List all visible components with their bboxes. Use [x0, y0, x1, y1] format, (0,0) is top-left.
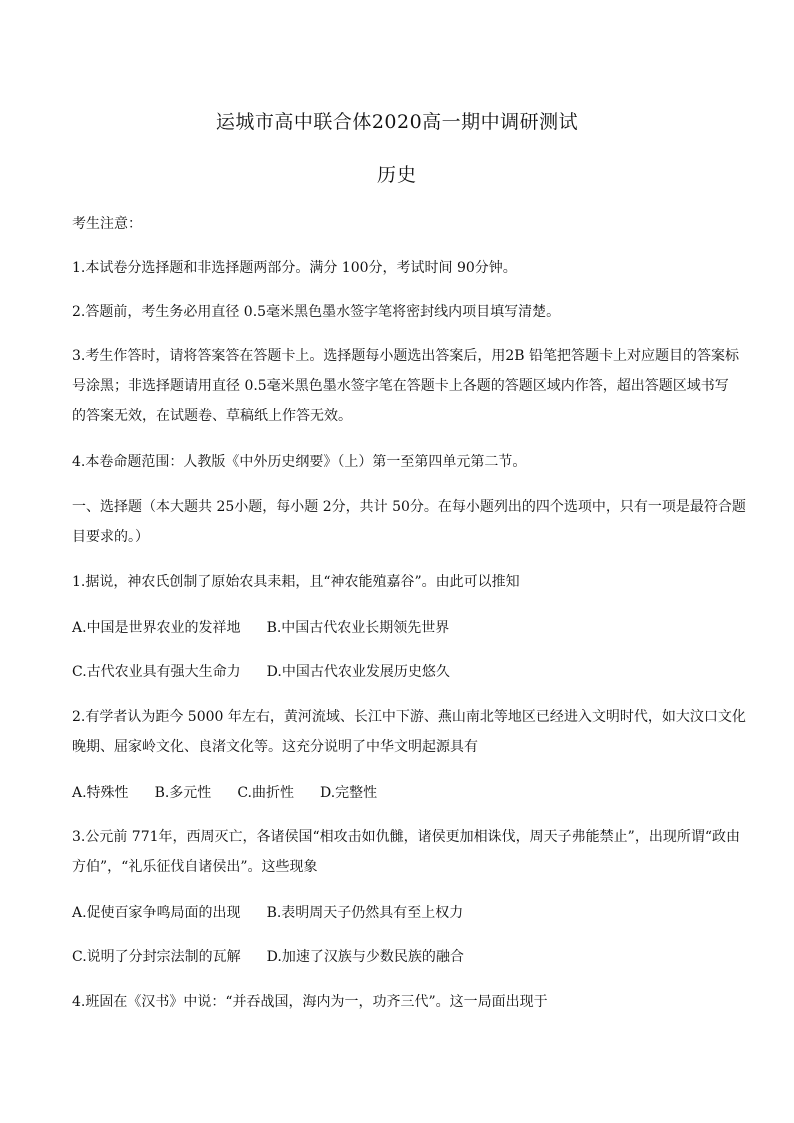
notice-item: 2.答题前，考生务必用直径 0.5毫米黑色墨水签字笔将密封线内项目填写清楚。	[72, 304, 561, 320]
notice-item: 3.考生作答时，请将答案答在答题卡上。选择题每小题选出答案后，用2B 铅笔把答题卡上对应题目的答案标	[72, 348, 740, 364]
notice-heading: 考生注意：	[72, 216, 142, 232]
option-b: B.中国古代农业长期领先世界	[266, 620, 450, 636]
option-c: C.说明了分封宗法制的瓦解	[72, 949, 241, 965]
question-stem: 3.公元前 771年，西周灭亡，各诸侯国“相攻击如仇雠，诸侯更加相诛伐，周天子弗能禁止”，出现所谓“政由	[72, 829, 740, 845]
option-c: C.曲折性	[237, 785, 294, 801]
option-row	[72, 661, 732, 683]
notice-item-continued: 的答案无效，在试题卷、草稿纸上作答无效。	[72, 408, 352, 424]
section-heading: 一、选择题（本大题共 25小题，每小题 2分，共计 50分。在每小题列出的四个选项中，只有一项是最符合题	[72, 499, 746, 515]
option-row	[72, 617, 732, 639]
question-stem-continued: 晚期、屈家岭文化、良渚文化等。这充分说明了中华文明起源具有	[72, 739, 478, 755]
question-stem: 4.班固在《汉书》中说：“并吞战国，海内为一，功齐三代”。这一局面出现于	[72, 994, 548, 1010]
option-row	[72, 946, 732, 968]
section-heading-continued: 目要求的。）	[72, 529, 149, 545]
option-row	[72, 902, 732, 924]
option-c: C.古代农业具有强大生命力	[72, 664, 241, 680]
question-stem-continued: 方伯”，“礼乐征伐自诸侯出”。这些现象	[72, 859, 318, 875]
option-b: B.表明周天子仍然具有至上权力	[266, 905, 464, 921]
exam-title: 运城市高中联合体2020高一期中调研测试	[215, 111, 579, 133]
option-b: B.多元性	[154, 785, 212, 801]
subject-title: 历史	[376, 164, 417, 186]
option-d: D.完整性	[319, 785, 378, 801]
notice-item: 1.本试卷分选择题和非选择题两部分。满分 100分，考试时间 90分钟。	[72, 260, 517, 276]
question-stem: 1.据说，神农氏创制了原始农具耒耜，且“神农能殖嘉谷”。由此可以推知	[72, 574, 520, 590]
notice-item: 4.本卷命题范围：人教版《中外历史纲要》（上）第一至第四单元第二节。	[72, 454, 527, 470]
option-d: D.中国古代农业发展历史悠久	[266, 664, 450, 680]
option-d: D.加速了汉族与少数民族的融合	[266, 949, 464, 965]
question-stem: 2.有学者认为距今 5000 年左右，黄河流域、长江中下游、燕山南北等地区已经进入文明时代，如大汶口文化	[72, 709, 746, 725]
option-a: A.促使百家争鸣局面的出现	[72, 905, 241, 921]
option-a: A.特殊性	[72, 785, 129, 801]
option-a: A.中国是世界农业的发祥地	[72, 620, 241, 636]
option-row	[72, 782, 732, 804]
notice-item-continued: 号涂黑；非选择题请用直径 0.5毫米黑色墨水签字笔在答题卡上各题的答题区域内作答，超出答题区域书写	[72, 378, 729, 394]
